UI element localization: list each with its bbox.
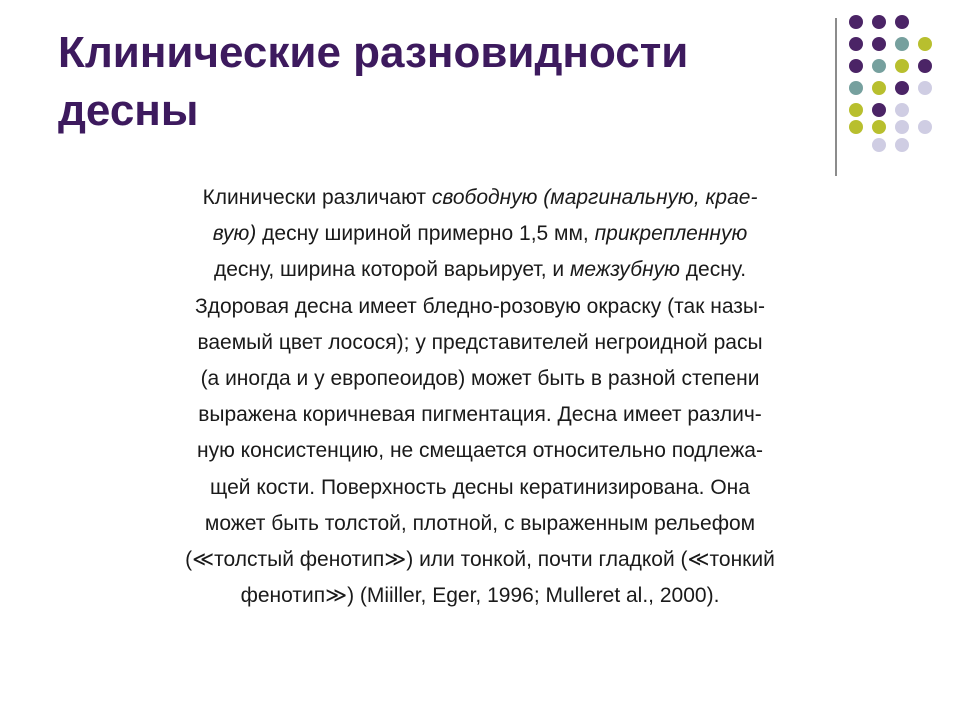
body-text-emphasis: прикрепленную [594,222,748,246]
body-text-line [70,252,890,288]
body-text-line [70,289,890,325]
decorative-dot [895,81,909,95]
decorative-dot [895,103,909,117]
decorative-dot [849,15,863,29]
body-text-segment: десну, ширина которой варьирует, и [213,258,570,282]
decorative-dot [849,37,863,51]
body-text-segment: может быть толстой, плотной, с выраженным рельефом [204,511,756,535]
slide-title [58,24,818,140]
body-text-segment: (≪толстый фенотип≫) или тонкой, почти гладкой (≪тонкий [185,548,775,572]
decorative-divider [835,18,837,176]
decorative-dot [872,59,886,73]
body-text-emphasis: вую) [212,222,257,246]
body-text-line [70,180,890,216]
decorative-dot [895,59,909,73]
decorative-dot [895,120,909,134]
decorative-dot [849,120,863,134]
body-text-segment: десну. [679,258,747,282]
decorative-dot [918,37,932,51]
decorative-dot [918,59,932,73]
body-text-segment: десну шириной примерно 1,5 мм, [256,222,595,246]
body-text-segment: Здоровая десна имеет бледно-розовую окраску (так назы- [195,294,765,318]
body-text-emphasis: межзубную [569,258,680,282]
decorative-dot [872,120,886,134]
body-text-line [70,433,890,469]
body-text-segment: щей кости. Поверхность десны кератинизирована. Она [210,475,750,499]
decorative-dot [872,15,886,29]
decorative-dot [872,138,886,152]
decorative-dot [849,59,863,73]
body-text-emphasis: свободную (маргинальную, крае- [431,186,758,209]
decorative-dot [895,15,909,29]
decorative-dot [849,103,863,117]
decorative-dot [918,81,932,95]
decorative-dot [918,120,932,134]
decorative-dot [872,81,886,95]
slide-body-text [70,180,890,614]
body-text-line [70,506,890,542]
decorative-dot [872,37,886,51]
body-text-line [70,578,890,614]
decorative-dot [895,37,909,51]
slide-title-line: Клинические разновидности [58,28,689,77]
body-text-segment: ную консистенцию, не смещается относительно подлежа- [197,439,763,463]
slide-title-line: десны [58,86,199,135]
body-text-line [70,361,890,397]
decorative-dot [872,103,886,117]
body-text-segment: (а иногда и у европеоидов) может быть в разной степени [200,367,760,391]
body-text-segment: ваемый цвет лосося); у представителей негроидной расы [197,330,763,354]
body-text-segment: Клинически различают [202,186,432,209]
body-text-segment: выражена коричневая пигментация. Десна имеет различ- [198,403,762,427]
body-text-line [70,470,890,506]
decorative-dot [895,138,909,152]
body-text-line [70,325,890,361]
body-text-line [70,542,890,578]
body-text-segment: фенотип≫) (Miiller, Eger, 1996; Mulleret al., 2000). [240,584,720,608]
body-text-line [70,216,890,252]
decorative-dot [849,81,863,95]
body-text-line [70,397,890,433]
